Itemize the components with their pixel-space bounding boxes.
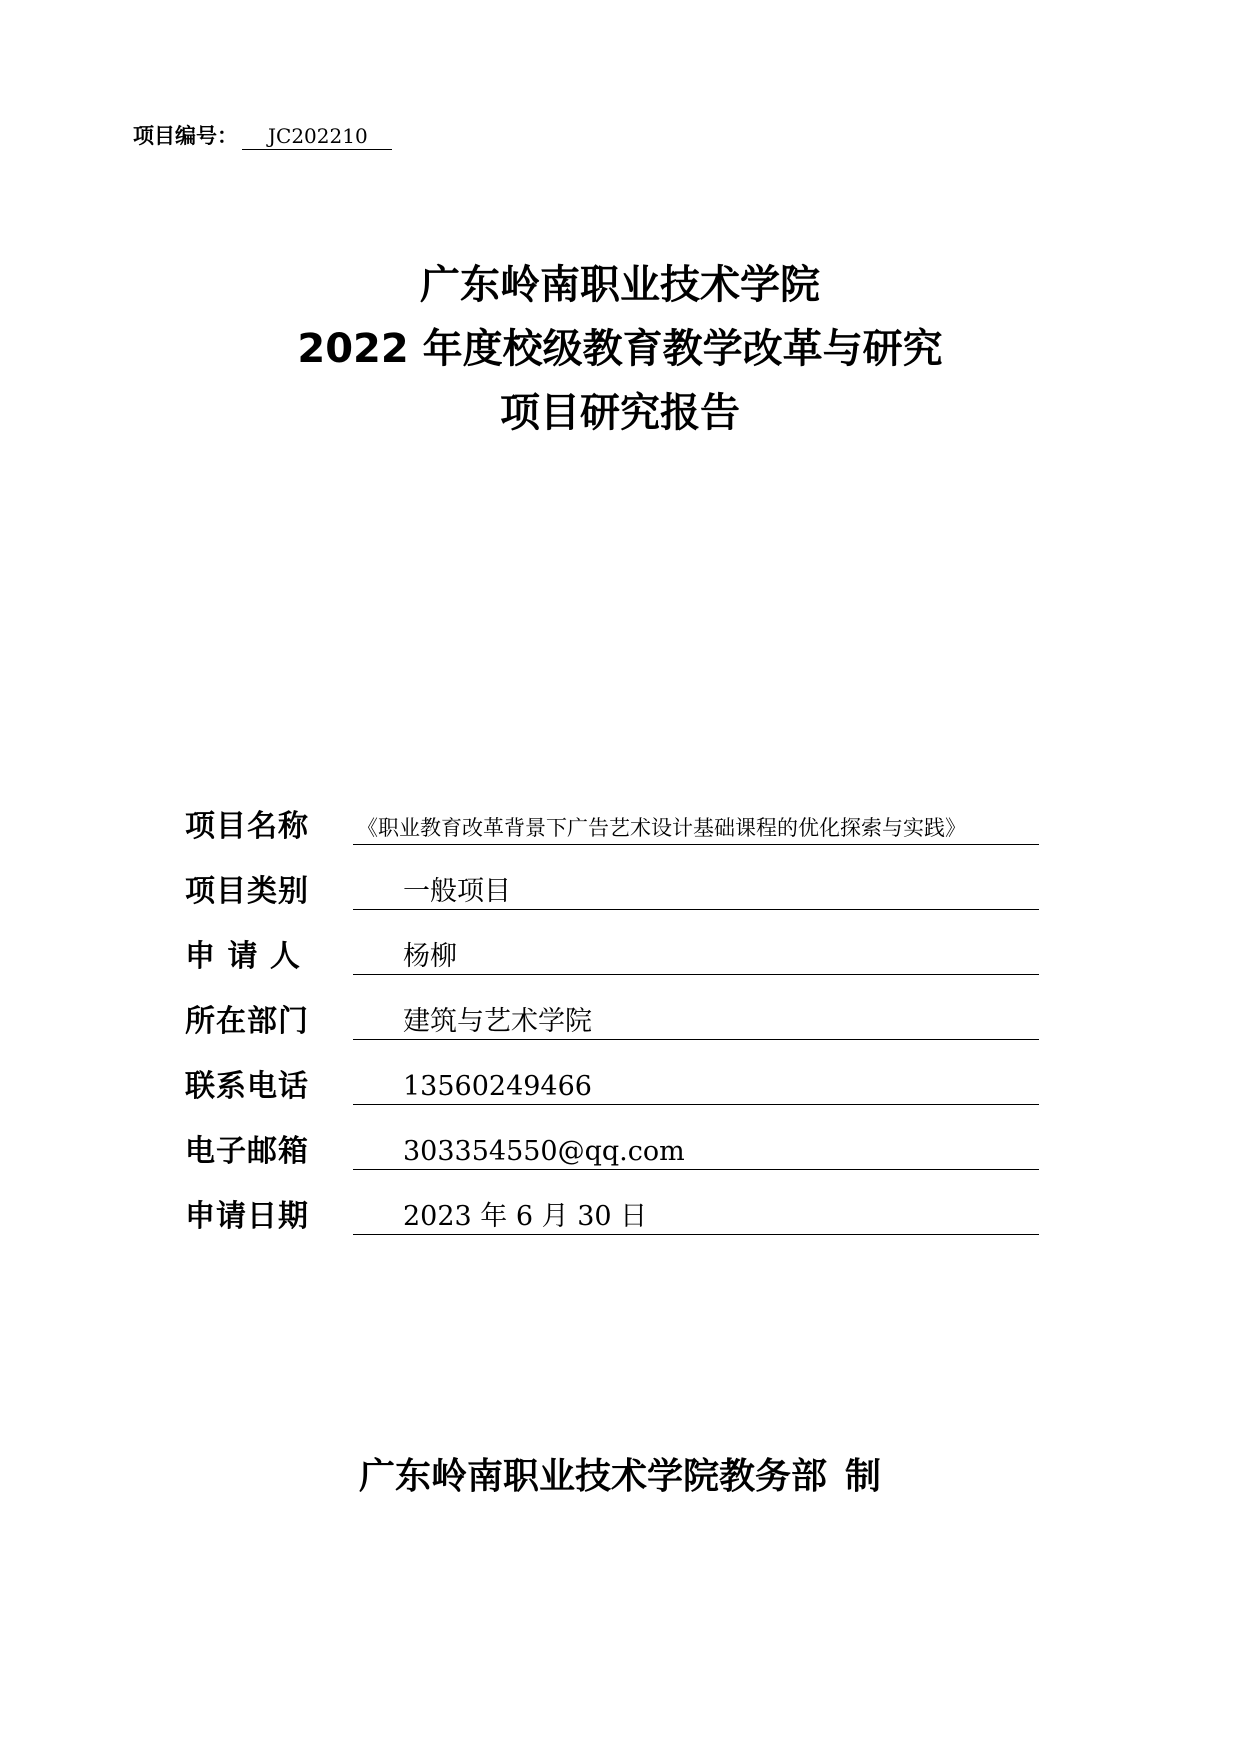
department-value: 建筑与艺术学院 <box>353 1005 1039 1040</box>
project-name-value: 《职业教育改革背景下广告艺术设计基础课程的优化探索与实践》 <box>353 812 1039 845</box>
project-number <box>133 120 392 150</box>
project-info-form <box>185 780 1039 1235</box>
email-value: 303354550@qq.com <box>353 1135 1039 1170</box>
department-label: 所在部门 <box>185 1004 309 1039</box>
title-line-2: 2022 年度校级教育教学改革与研究 <box>297 326 943 372</box>
form-row-applicant <box>185 910 1039 975</box>
issuer-footer <box>0 1452 1240 1502</box>
form-row-project-name <box>185 780 1039 845</box>
issuer-org: 广东岭南职业技术学院教务部 <box>358 1456 827 1497</box>
apply-date-label: 申请日期 <box>185 1199 309 1234</box>
applicant-value: 杨柳 <box>353 940 1039 975</box>
email-label: 电子邮箱 <box>185 1134 309 1169</box>
project-category-label: 项目类别 <box>185 874 309 909</box>
project-name-label: 项目名称 <box>185 809 309 844</box>
project-category-value: 一般项目 <box>353 875 1039 910</box>
form-row-email <box>185 1105 1039 1170</box>
form-row-phone <box>185 1040 1039 1105</box>
applicant-label: 申 请 人 <box>185 939 301 974</box>
form-row-department <box>185 975 1039 1040</box>
title-line-3: 项目研究报告 <box>500 390 740 436</box>
phone-label: 联系电话 <box>185 1069 309 1104</box>
form-row-apply-date <box>185 1170 1039 1235</box>
title-line-1: 广东岭南职业技术学院 <box>420 262 820 308</box>
apply-date-value: 2023 年 6 月 30 日 <box>353 1200 1039 1235</box>
project-number-label: 项目编号： <box>133 124 238 148</box>
report-title <box>0 253 1240 445</box>
form-row-project-category <box>185 845 1039 910</box>
project-number-value: JC202210 <box>242 123 392 150</box>
issuer-maker: 制 <box>845 1456 882 1497</box>
phone-value: 13560249466 <box>353 1070 1039 1105</box>
